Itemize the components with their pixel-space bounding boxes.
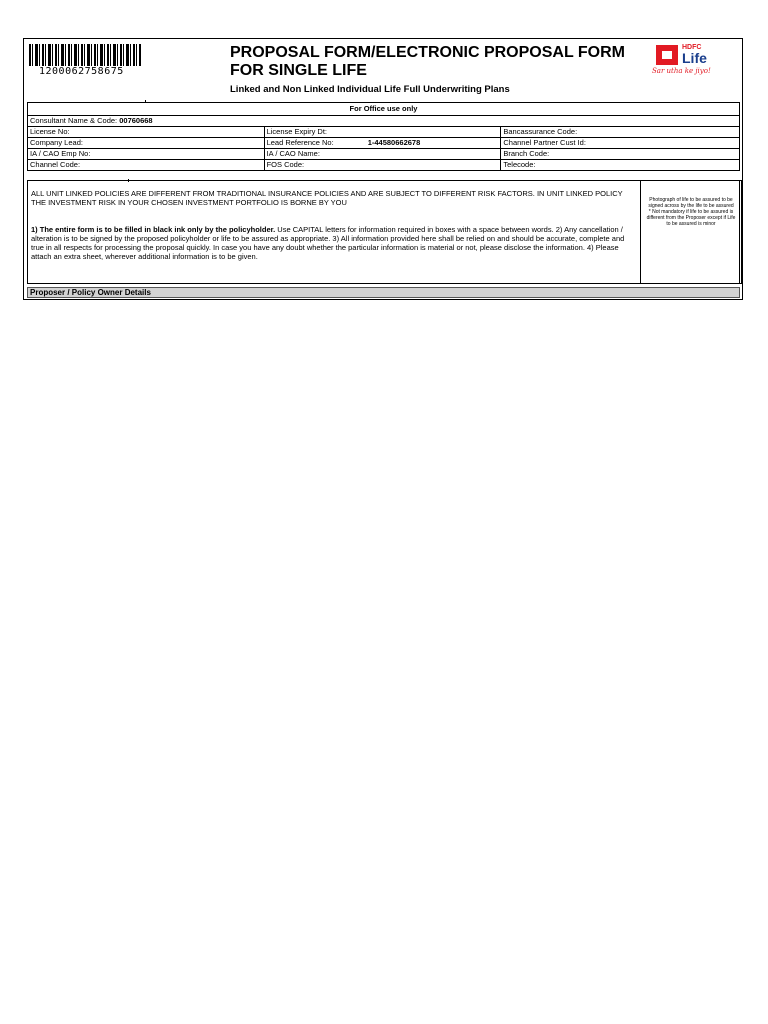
barcode-number: 1200062758675 <box>39 66 124 77</box>
form-subtitle: Linked and Non Linked Individual Life Full Underwriting Plans <box>230 84 510 95</box>
lead-reference-cell <box>264 138 501 149</box>
logo-mark-icon <box>656 45 678 65</box>
license-no: License No: <box>28 127 265 138</box>
office-use-heading: For Office use only <box>28 103 740 116</box>
logo-tagline: Sar utha ke jiyo! <box>652 67 711 75</box>
proposer-section-heading: Proposer / Policy Owner Details <box>27 287 740 298</box>
branch-code: Branch Code: <box>501 149 740 160</box>
office-use-table <box>27 102 740 171</box>
lead-reference-value: 1-44580662678 <box>367 138 421 147</box>
photo-note: * Not mandatory if life to be assured is different from the Proposer except if Life to be assured is minor <box>646 209 736 227</box>
photograph-box <box>640 180 742 284</box>
barcode <box>29 44 141 82</box>
logo-brand: HDFC <box>682 44 702 51</box>
fos-code: FOS Code: <box>264 160 501 171</box>
company-lead: Company Lead: <box>28 138 265 149</box>
instructions-lead: 1) The entire form is to be filled in black ink only by the policyholder. <box>31 225 276 234</box>
filling-instructions <box>31 225 636 261</box>
office-row <box>28 149 740 160</box>
license-expiry: License Expiry Dt: <box>264 127 501 138</box>
logo-name: Life <box>682 50 707 66</box>
consultant-label: Consultant Name & Code: <box>30 116 118 125</box>
barcode-bars <box>29 44 141 66</box>
consultant-row <box>28 116 740 127</box>
proposal-form-page <box>23 38 743 300</box>
photo-instruction: Photograph of life to be assured to be signed across by the life to be assured <box>648 197 734 209</box>
office-row <box>28 160 740 171</box>
instructions-body: Use CAPITAL letters for information required in boxes with a space between words. 2) Any cancellation / alteration is to be signed by the proposed policyholder or life to be assured as appropriate. 3) All information provided here shall be relied on and should be accurate, complete and true in all respects for processing the proposal quickly. In case you have any doubt whether the particular information is material or not, please disclose the information. 4) Please attach an extra sheet, wherever additional information is to be given. <box>31 225 625 261</box>
channel-partner-cust-id: Channel Partner Cust Id: <box>501 138 740 149</box>
office-row <box>28 138 740 149</box>
ia-cao-name: IA / CAO Name: <box>264 149 501 160</box>
notice-box <box>27 180 740 284</box>
ia-cao-emp-no: IA / CAO Emp No: <box>28 149 265 160</box>
risk-disclaimer: ALL UNIT LINKED POLICIES ARE DIFFERENT FROM TRADITIONAL INSURANCE POLICIES AND ARE SUBJECT TO DIFFERENT RISK FACTORS. IN UNIT LINKED POLICY THE INVESTMENT RISK IN YOUR CHOSEN INVESTMENT PORTFOLIO IS BORNE BY YOU <box>31 189 623 207</box>
lead-reference-label: Lead Reference No: <box>266 138 334 147</box>
bancassurance-code: Bancassurance Code: <box>501 127 740 138</box>
telecode: Telecode: <box>501 160 740 171</box>
consultant-code: 00760668 <box>119 116 153 125</box>
hdfc-life-logo <box>652 42 720 80</box>
office-row <box>28 127 740 138</box>
form-title: PROPOSAL FORM/ELECTRONIC PROPOSAL FORM FOR SINGLE LIFE <box>230 44 625 79</box>
channel-code: Channel Code: <box>28 160 265 171</box>
